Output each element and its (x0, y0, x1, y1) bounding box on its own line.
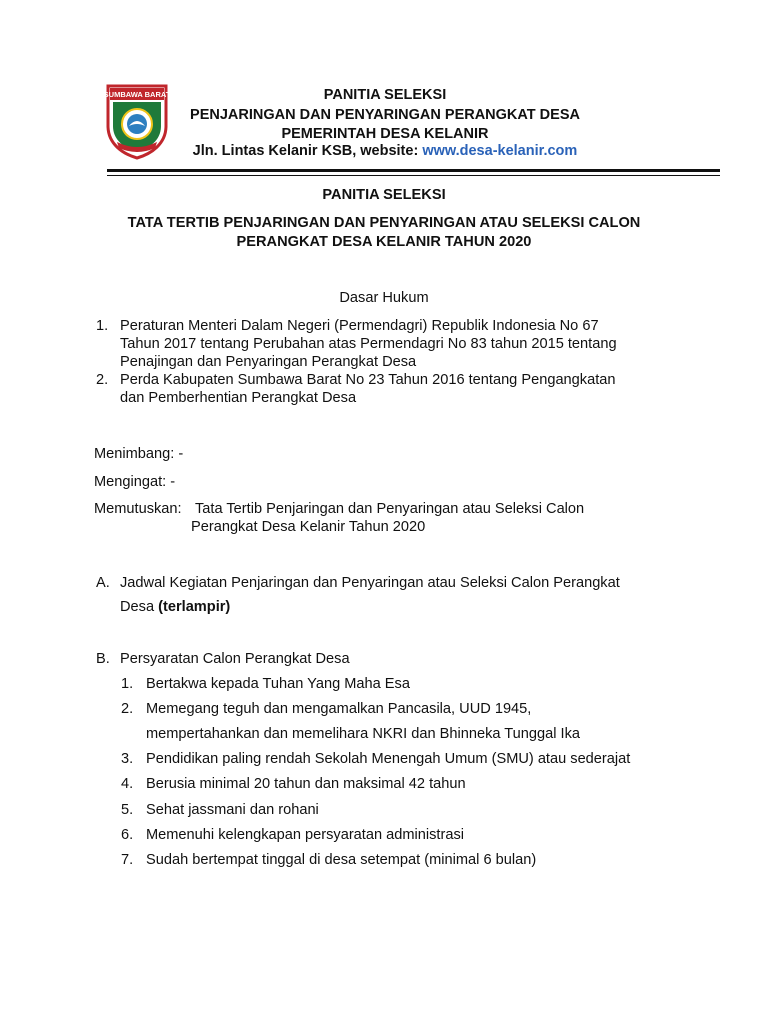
section-a-line-2 (120, 599, 230, 615)
requirement-text: Sehat jassmani dan rohani (146, 802, 319, 818)
requirement-number: 7. (121, 852, 134, 868)
section-a-line-1: Jadwal Kegiatan Penjaringan dan Penyaringan atau Seleksi Calon Perangkat (120, 575, 620, 591)
logo-banner-text: SUMBAWA BARAT (105, 90, 169, 99)
legal-basis-item-number: 2. (96, 372, 109, 388)
requirement-text: Sudah bertempat tinggal di desa setempat (minimal 6 bulan) (146, 852, 537, 868)
menimbang-line: Menimbang: - (94, 446, 184, 462)
letterhead-address (160, 143, 610, 159)
requirement-number: 1. (121, 676, 134, 692)
requirement-number: 3. (121, 751, 134, 767)
memutuskan-text-line-2: Perangkat Desa Kelanir Tahun 2020 (191, 519, 426, 535)
letterhead-rule-thin (107, 175, 720, 176)
requirement-number: 2. (121, 701, 134, 717)
legal-basis-item-line: Penajingan dan Penyaringan Perangkat Desa (120, 354, 417, 370)
requirement-number: 5. (121, 802, 134, 818)
letterhead-subtitle: PENJARINGAN DAN PENYARINGAN PERANGKAT DESA (190, 107, 580, 123)
section-a-letter: A. (96, 575, 110, 591)
section-a-text: Desa (120, 599, 159, 615)
document-title-line-1: TATA TERTIB PENJARINGAN DAN PENYARINGAN ATAU SELEKSI CALON (127, 215, 641, 231)
mengingat-line: Mengingat: - (94, 474, 176, 490)
letterhead-rule-thick (107, 169, 720, 172)
requirement-number: 6. (121, 827, 134, 843)
requirement-text: Memegang teguh dan mengamalkan Pancasila, UUD 1945, (146, 701, 532, 717)
legal-basis-item-line: Tahun 2017 tentang Perubahan atas Permendagri No 83 tahun 2015 tentang (120, 336, 617, 352)
legal-basis-item-line: Peraturan Menteri Dalam Negeri (Permendagri) Republik Indonesia No 67 (120, 318, 599, 334)
legal-basis-heading: Dasar Hukum (339, 290, 429, 306)
letterhead-title: PANITIA SELEKSI (323, 87, 447, 103)
section-b-heading: Persyaratan Calon Perangkat Desa (120, 651, 350, 667)
requirement-text: mempertahankan dan memelihara NKRI dan Bhinneka Tunggal Ika (146, 726, 581, 742)
committee-title: PANITIA SELEKSI (322, 187, 446, 203)
requirement-number: 4. (121, 776, 134, 792)
memutuskan-label: Memutuskan: (94, 501, 182, 517)
document-title-line-2: PERANGKAT DESA KELANIR TAHUN 2020 (236, 234, 532, 250)
requirement-text: Memenuhi kelengkapan persyaratan administrasi (146, 827, 464, 843)
requirement-text: Pendidikan paling rendah Sekolah Menengah Umum (SMU) atau sederajat (146, 751, 631, 767)
address-text: Jln. Lintas Kelanir KSB, website: (192, 143, 423, 159)
attachment-note: (terlampir) (158, 599, 231, 615)
legal-basis-item-number: 1. (96, 318, 109, 334)
website-link[interactable]: www.desa-kelanir.com (422, 143, 578, 159)
memutuskan-text-line-1: Tata Tertib Penjaringan dan Penyaringan atau Seleksi Calon (195, 501, 585, 517)
legal-basis-item-line: Perda Kabupaten Sumbawa Barat No 23 Tahun 2016 tentang Pengangkatan (120, 372, 616, 388)
requirement-text: Berusia minimal 20 tahun dan maksimal 42 tahun (146, 776, 466, 792)
legal-basis-item-line: dan Pemberhentian Perangkat Desa (120, 390, 357, 406)
requirement-text: Bertakwa kepada Tuhan Yang Maha Esa (146, 676, 410, 692)
letterhead-organization: PEMERINTAH DESA KELANIR (281, 126, 489, 142)
section-b-letter: B. (96, 651, 110, 667)
